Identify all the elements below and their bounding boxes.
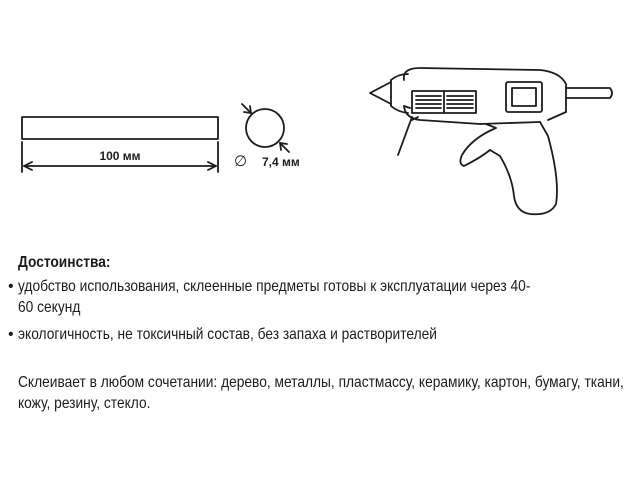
bullet-marker: • <box>8 326 14 343</box>
stick-diameter-label: 7,4 мм <box>262 155 300 169</box>
diameter-arrows <box>242 104 289 152</box>
glue-stick-shape <box>22 117 218 139</box>
glue-gun-illustration <box>370 68 612 214</box>
bullet-marker: • <box>8 278 14 295</box>
diameter-symbol: ∅ <box>234 153 248 170</box>
advantages-heading: Достоинства: <box>18 254 111 271</box>
glue-stick-cross-section <box>246 109 284 147</box>
advantage-item-usability: удобство использования, склеенные предметы готовы к эксплуатации через 40-60 секунд <box>18 278 531 316</box>
advantage-item-ecology: экологичность, не токсичный состав, без запаха и растворителей <box>18 326 437 343</box>
stick-length-label: 100 мм <box>99 149 141 163</box>
materials-description: Склеивает в любом сочетании: дерево, металлы, пластмассу, керамику, картон, бумагу, ткани, кожу, резину, стекло. <box>18 374 624 412</box>
